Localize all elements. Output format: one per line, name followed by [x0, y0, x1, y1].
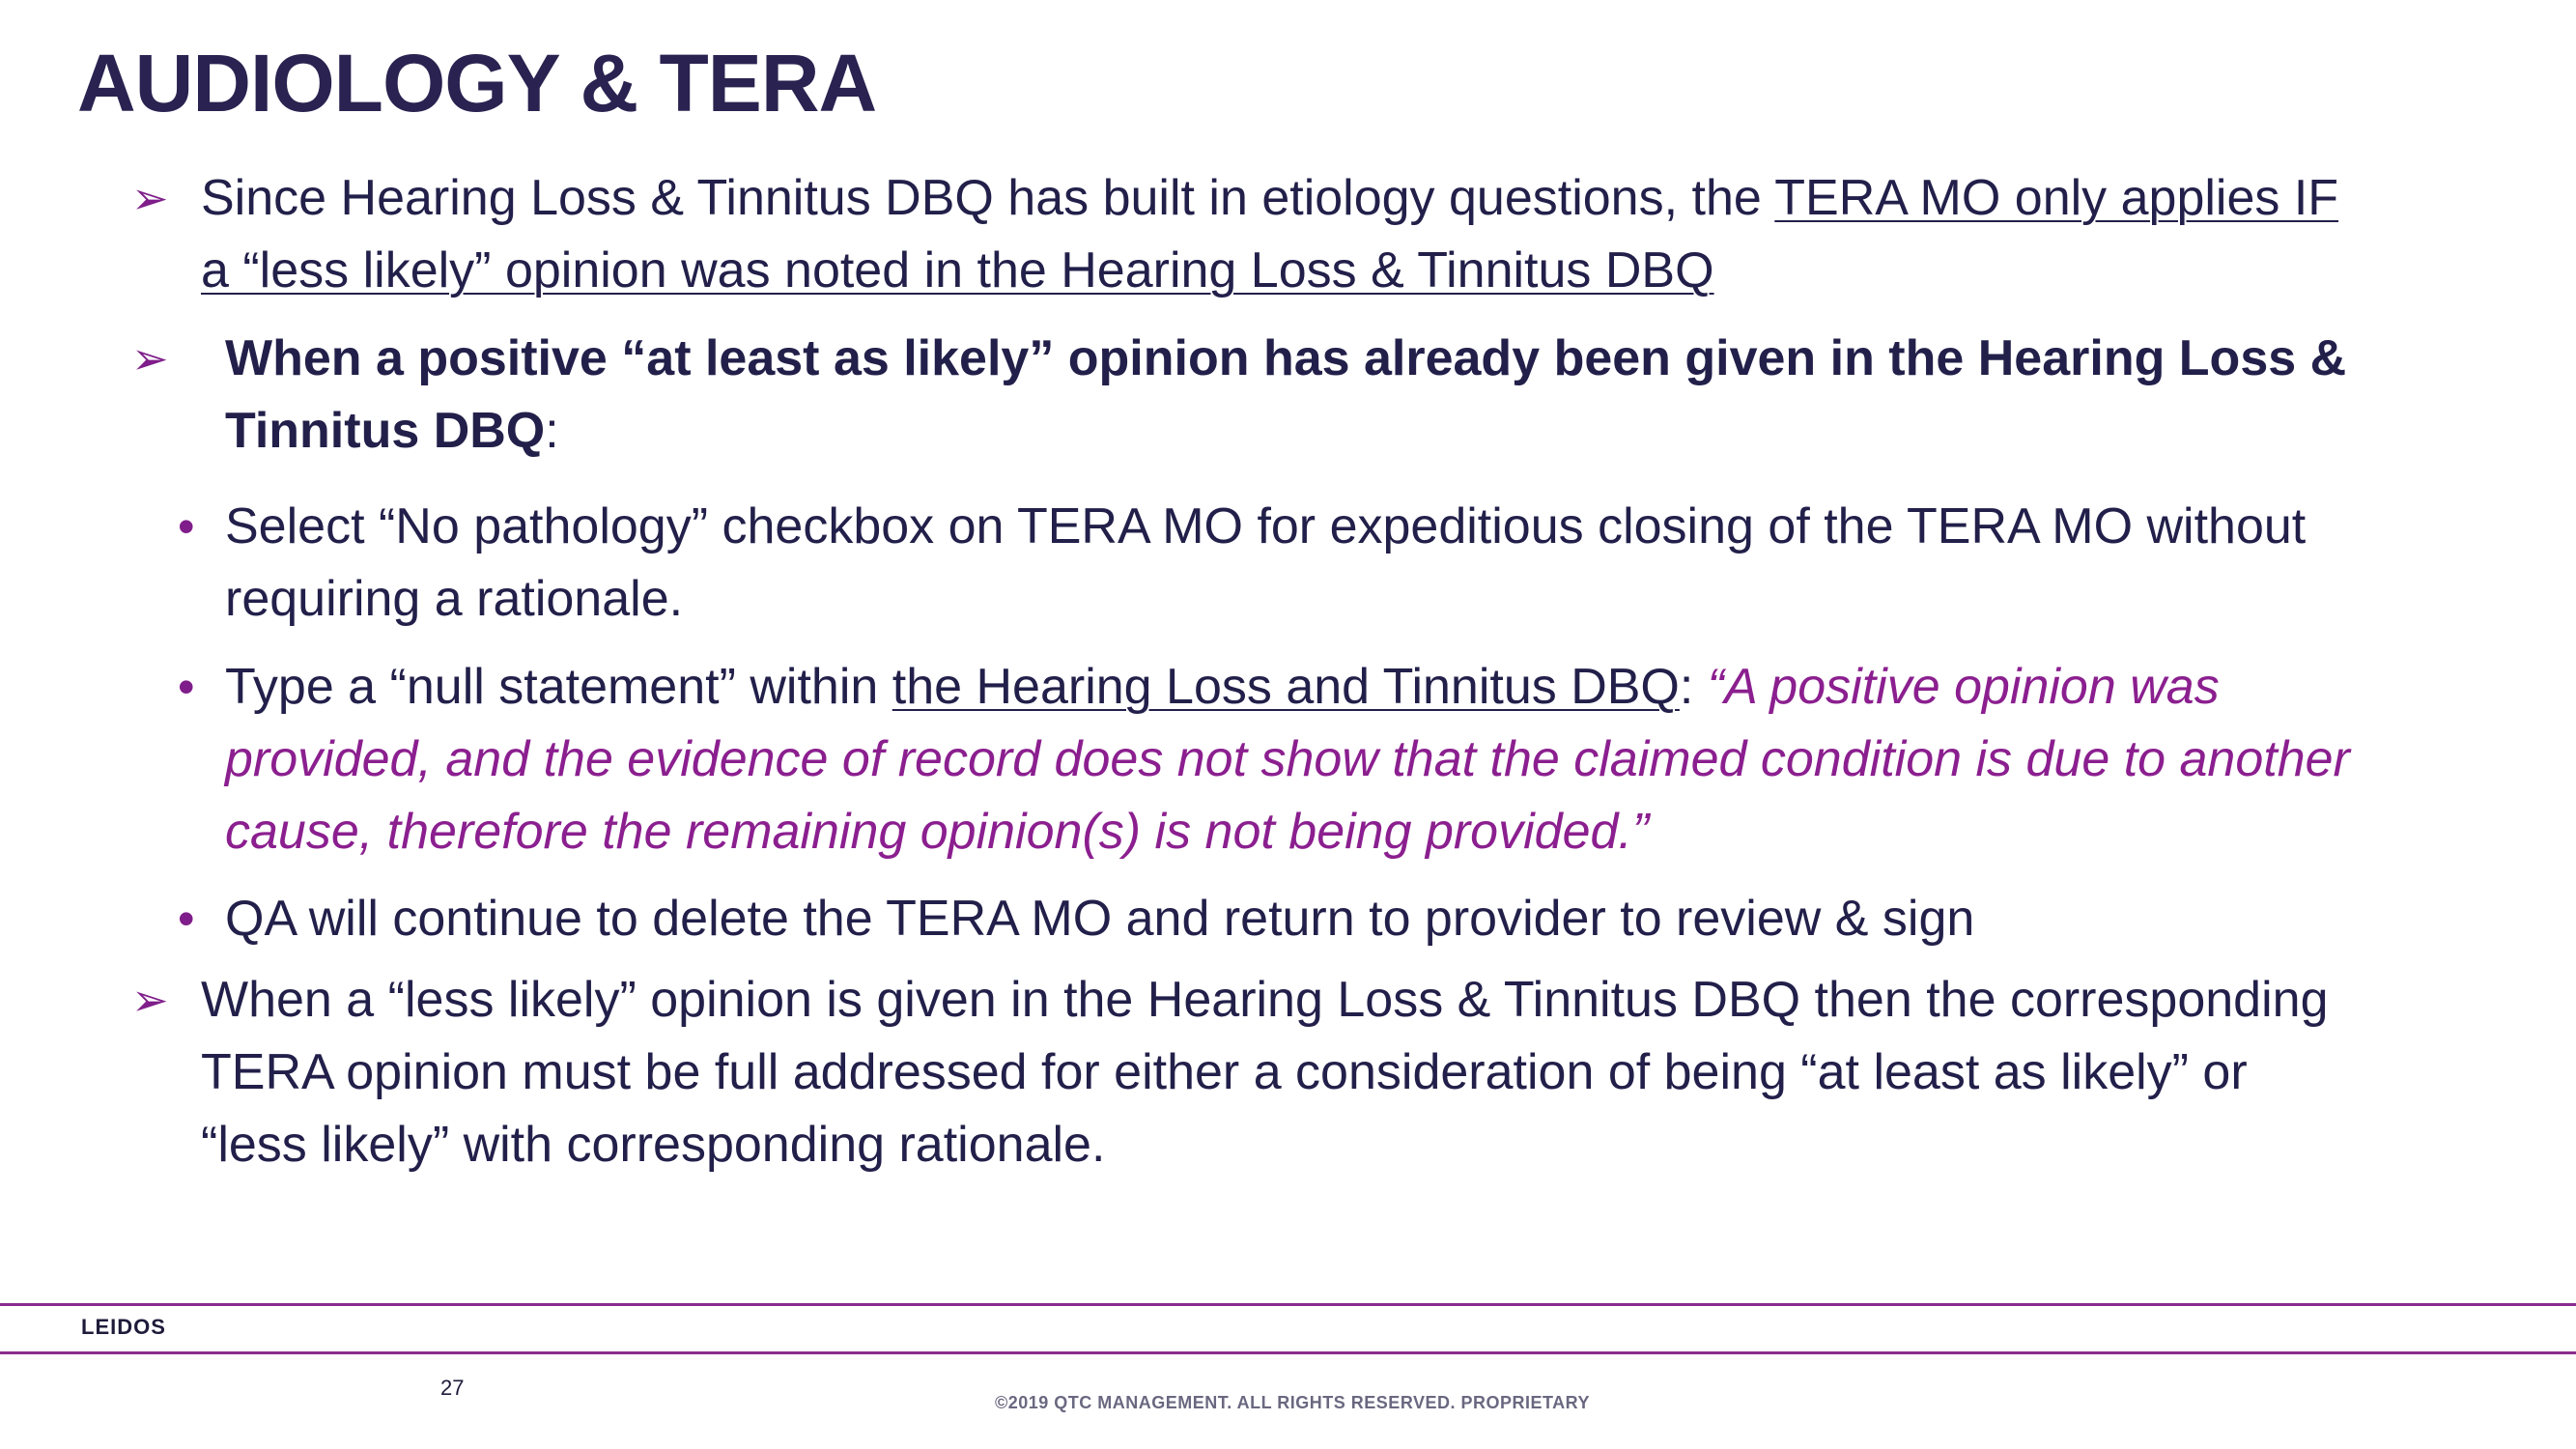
bullet-positive-opinion-bold: When a positive “at least as likely” opinion has already been given in the Hearing Loss & Tinnitus DBQ — [225, 330, 2347, 459]
null-statement-text: Type a “null statement” within — [225, 659, 892, 715]
dot-bullet-icon: • — [178, 499, 195, 554]
bullet-less-likely: When a “less likely” opinion is given in the Hearing Loss & Tinnitus DBQ then the corresponding TERA opinion must be full addressed for either a consideration of being “at least as likely” or “less likely” with corresponding rationale. — [201, 972, 2329, 1173]
bullet-etiology-underlined: TERA MO only applies IF a “less likely” opinion was noted in the Hearing Loss & Tinnitus DBQ — [201, 170, 2339, 298]
subbullet-null-statement — [225, 651, 2389, 868]
null-statement-colon: : — [1679, 659, 1694, 715]
bullet-positive-opinion-colon: : — [545, 403, 559, 459]
bullet-positive-opinion — [225, 323, 2350, 468]
dot-bullet-icon: • — [178, 660, 195, 714]
bullet-etiology-text: Since Hearing Loss & Tinnitus DBQ has built in etiology questions, the — [201, 170, 1775, 226]
arrow-bullet-icon: ➢ — [131, 975, 169, 1025]
bullet-etiology-questions — [201, 162, 2364, 307]
null-statement-underlined: the Hearing Loss and Tinnitus DBQ — [892, 659, 1680, 715]
null-statement-quote: “A positive opinion was provided, and the evidence of record does not show that the claimed condition is due to another cause, therefore the remaining opinion(s) is not being provided.” — [225, 659, 2350, 860]
footer-brand: LEIDOS — [81, 1315, 166, 1339]
page-number: 27 — [440, 1376, 465, 1400]
arrow-bullet-icon: ➢ — [131, 173, 169, 223]
footer-top-rule — [0, 1303, 2576, 1306]
dot-bullet-icon: • — [178, 892, 195, 946]
subbullet-qa-delete: QA will continue to delete the TERA MO and return to provider to review & sign — [225, 891, 1975, 947]
copyright-notice: ©2019 QTC MANAGEMENT. ALL RIGHTS RESERVED. PROPRIETARY — [995, 1393, 1591, 1412]
slide-title: AUDIOLOGY & TERA — [77, 38, 877, 128]
arrow-bullet-icon: ➢ — [131, 333, 169, 384]
footer-bottom-rule — [0, 1351, 2576, 1354]
subbullet-no-pathology: Select “No pathology” checkbox on TERA MO for expeditious closing of the TERA MO without requiring a rationale. — [225, 498, 2307, 627]
